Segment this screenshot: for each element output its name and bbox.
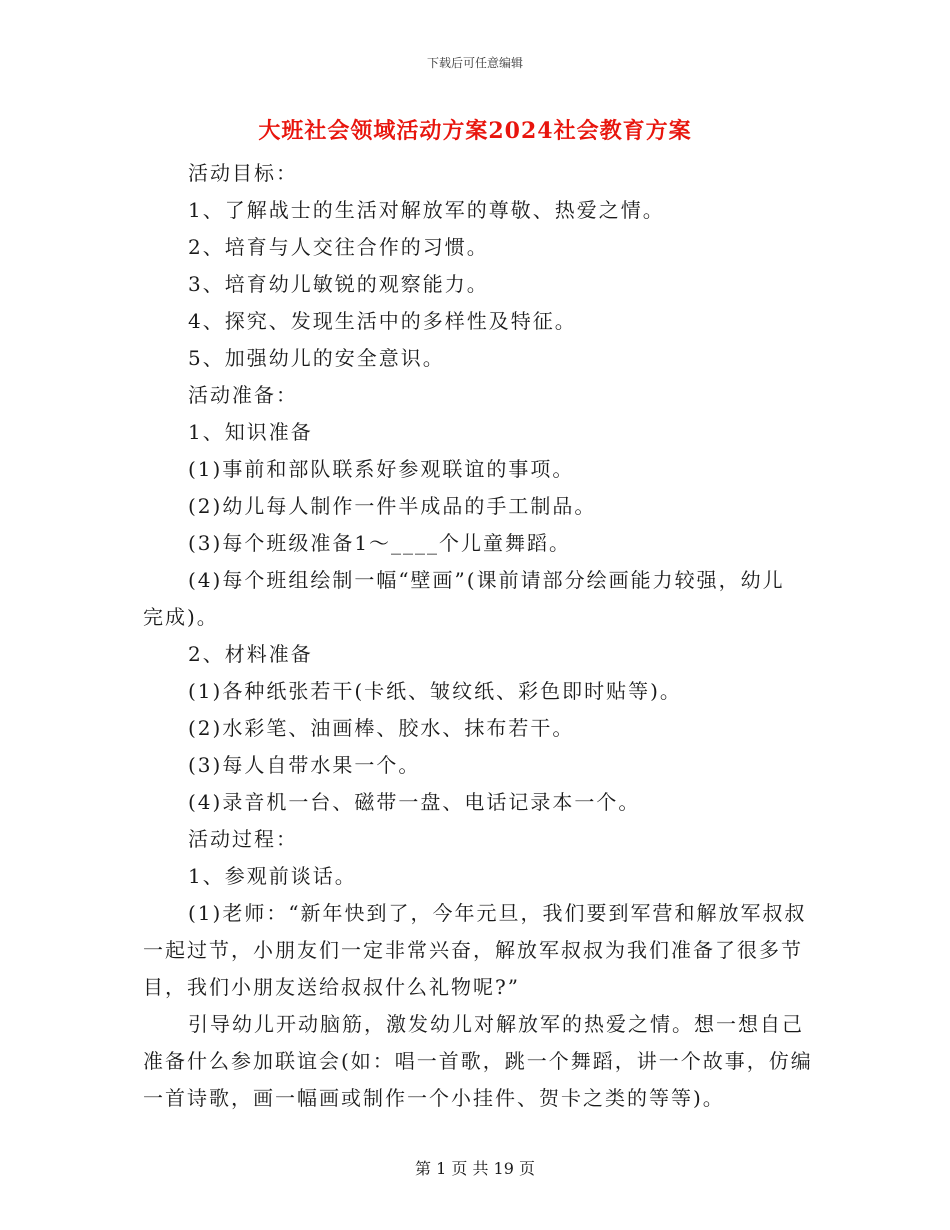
- paragraph-line: (1)老师：“新年快到了，今年元旦，我们要到军营和解放军叔叔: [188, 901, 807, 925]
- paragraph-line: 引导幼儿开动脑筋，激发幼儿对解放军的热爱之情。想一想自己: [188, 1012, 804, 1036]
- paragraph-line: (1)各种纸张若干(卡纸、皱纹纸、彩色即时贴等)。: [188, 679, 682, 703]
- paragraph-line: 准备什么参加联谊会(如：唱一首歌，跳一个舞蹈，讲一个故事，仿编: [143, 1049, 813, 1073]
- document-title: 大班社会领域活动方案2024社会教育方案: [258, 118, 692, 144]
- paragraph-line: 3、培育幼儿敏锐的观察能力。: [188, 272, 489, 296]
- paragraph-line: 目，我们小朋友送给叔叔什么礼物呢?”: [143, 975, 520, 999]
- page-number: 第 1 页 共 19 页: [415, 1159, 535, 1178]
- paragraph-line: (4)每个班组绘制一幅“壁画”(课前请部分绘画能力较强，幼儿: [188, 568, 785, 592]
- paragraph-line: 2、材料准备: [188, 642, 313, 666]
- paragraph-line: (2)水彩笔、油画棒、胶水、抹布若干。: [188, 716, 575, 740]
- paragraph-line: (3)每人自带水果一个。: [188, 753, 421, 777]
- section-heading-goals: 活动目标：: [188, 161, 298, 185]
- document-body: [143, 155, 813, 1117]
- section-heading-process: 活动过程：: [188, 827, 298, 851]
- paragraph-line: 5、加强幼儿的安全意识。: [188, 346, 445, 370]
- paragraph-line: 2、培育与人交往合作的习惯。: [188, 235, 489, 259]
- paragraph-line: 1、参观前谈话。: [188, 864, 357, 888]
- page-header: 下载后可任意编辑: [426, 56, 523, 70]
- paragraph-line: 4、探究、发现生活中的多样性及特征。: [188, 309, 577, 333]
- paragraph-line: (4)录音机一台、磁带一盘、电话记录本一个。: [188, 790, 641, 814]
- paragraph-line: 一首诗歌，画一幅画或制作一个小挂件、贺卡之类的等等)。: [143, 1086, 725, 1110]
- paragraph-line: (3)每个班级准备1～____个儿童舞蹈。: [188, 531, 572, 555]
- paragraph-line: 完成)。: [143, 605, 219, 629]
- section-heading-preparation: 活动准备：: [188, 383, 298, 407]
- paragraph-line: 1、知识准备: [188, 420, 313, 444]
- paragraph-line: (2)幼儿每人制作一件半成品的手工制品。: [188, 494, 597, 518]
- paragraph-line: 一起过节，小朋友们一定非常兴奋，解放军叔叔为我们准备了很多节: [143, 938, 803, 962]
- paragraph-line: 1、了解战士的生活对解放军的尊敬、热爱之情。: [188, 198, 665, 222]
- paragraph-line: (1)事前和部队联系好参观联谊的事项。: [188, 457, 575, 481]
